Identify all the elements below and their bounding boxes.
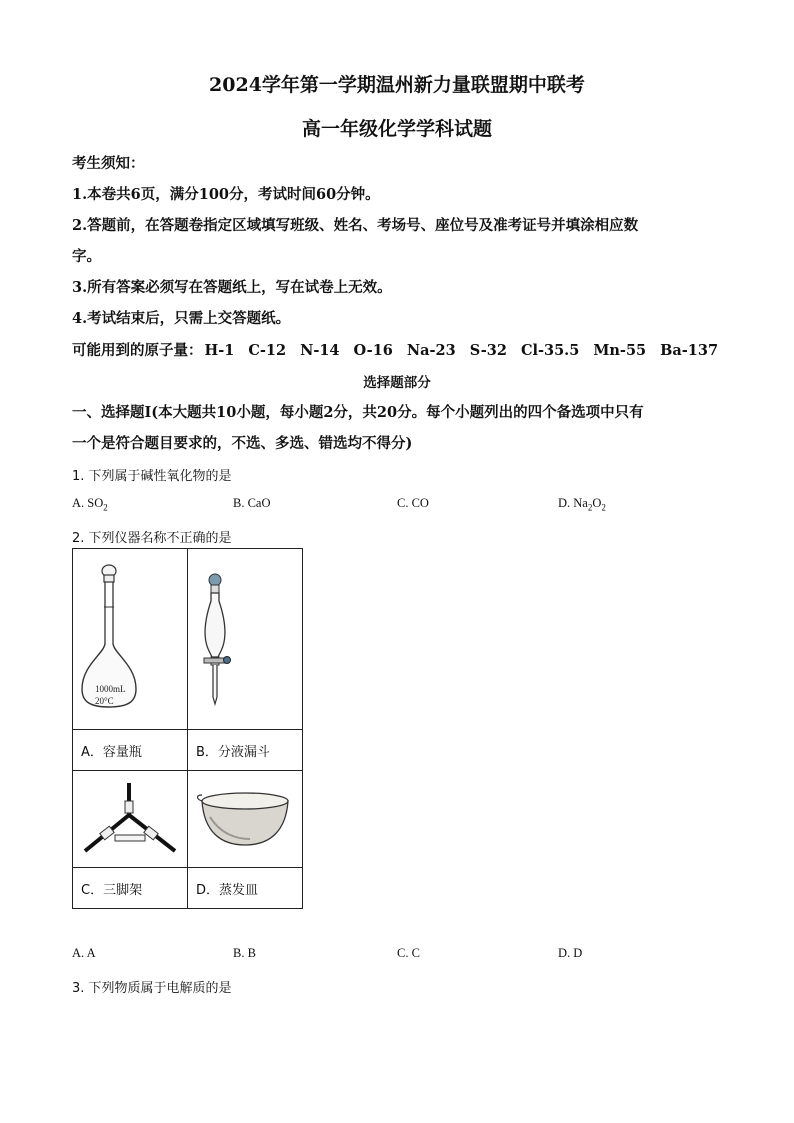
exam-title: 2024学年第一学期温州新力量联盟期中联考 (209, 74, 585, 96)
volumetric-flask-icon (73, 549, 187, 725)
evaporating-dish-cell (188, 771, 303, 868)
atomic-mass: S-32 (469, 342, 507, 359)
separatory-funnel-cell (188, 549, 303, 730)
section-label: 选择题部分 (363, 375, 431, 391)
atomic-mass: Cl-35.5 (520, 342, 580, 359)
apparatus-table (72, 548, 303, 909)
atomic-masses (72, 339, 732, 360)
atomic-masses-label: 可能用到的原子量： (72, 342, 203, 359)
notice-item: 字。 (72, 248, 101, 265)
option-d: D. $Na_2O_2$ (558, 496, 606, 513)
exam-subtitle: 高一年级化学学科试题 (301, 118, 492, 140)
notice-heading: 考生须知： (72, 155, 145, 172)
atomic-mass: C-12 (248, 342, 287, 359)
flask-temperature-label: 20°C (95, 696, 114, 706)
option-a: A. $SO_2$ (72, 496, 108, 513)
option-d: D. D (558, 946, 583, 960)
notice-item: 1.本卷共6页，满分100分，考试时间60分钟。 (72, 186, 380, 203)
atomic-mass: Ba-137 (660, 342, 719, 359)
separatory-funnel-icon (190, 549, 300, 725)
label-d: D．蒸发皿 (188, 868, 303, 909)
option-c: C. C (397, 946, 420, 960)
atomic-mass: Na-23 (406, 342, 456, 359)
tripod-icon (73, 771, 187, 863)
atomic-mass: H-1 (204, 342, 235, 359)
atomic-mass: N-14 (300, 342, 340, 359)
option-c: C. CO (397, 496, 429, 510)
notice-item: 4.考试结束后，只需上交答题纸。 (72, 310, 291, 327)
question-3-stem: 3. 下列物质属于电解质的是 (72, 981, 232, 996)
section-instructions: 一个是符合题目要求的，不选、多选、错选均不得分) (72, 435, 413, 452)
notice-item: 2.答题前，在答题卷指定区域填写班级、姓名、考场号、座位号及准考证号并填涂相应数 (72, 217, 639, 234)
notice-item: 3.所有答案必须写在答题纸上，写在试卷上无效。 (72, 279, 392, 296)
flask-volume-label: 1000mL (95, 684, 126, 694)
option-b: B. CaO (233, 496, 271, 510)
label-c: C．三脚架 (73, 868, 188, 909)
option-a: A. A (72, 946, 96, 960)
atomic-mass: O-16 (353, 342, 393, 359)
label-a: A．容量瓶 (73, 730, 188, 771)
tripod-cell (73, 771, 188, 868)
volumetric-flask-cell (73, 549, 188, 730)
option-b: B. B (233, 946, 256, 960)
evaporating-dish-icon (190, 771, 300, 863)
question-2-stem: 2. 下列仪器名称不正确的是 (72, 531, 232, 546)
atomic-mass: Mn-55 (593, 342, 647, 359)
section-instructions: 一、选择题Ⅰ(本大题共10小题，每小题2分，共20分。每个小题列出的四个备选项中只有 (72, 404, 644, 421)
label-b: B．分液漏斗 (188, 730, 303, 771)
question-1-stem: 1. 下列属于碱性氧化物的是 (72, 469, 232, 484)
